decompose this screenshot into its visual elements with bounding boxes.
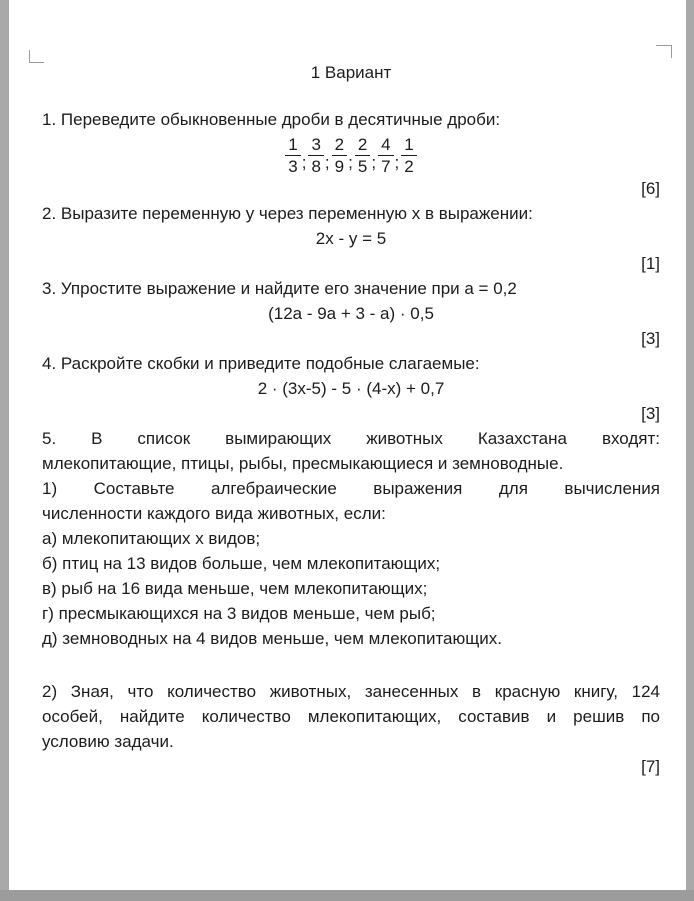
fraction-numerator: 2: [332, 135, 347, 156]
fraction-numerator: 1: [285, 135, 300, 156]
question-2-points: [1]: [641, 254, 660, 273]
fraction-separator: ;: [324, 152, 330, 172]
question-5-points: [7]: [641, 757, 660, 776]
fraction: [308, 135, 323, 176]
question-1-text: 1. Переведите обыкновенные дроби в десятичные дроби:: [42, 110, 501, 129]
fraction-denominator: 8: [311, 157, 321, 176]
question-5-part2-line: 2) Зная, что количество животных, занесенных в красную книгу, 124: [42, 682, 660, 701]
question-2-text: 2. Выразите переменную у через переменную х в выражении:: [42, 204, 533, 223]
fraction-numerator: 3: [308, 135, 323, 156]
fraction: [401, 135, 416, 176]
question-4-text: 4. Раскройте скобки и приведите подобные слагаемые:: [42, 354, 480, 373]
fraction-denominator: 9: [334, 157, 345, 176]
question-5-item: в) рыб на 16 вида меньше, чем млекопитающих;: [42, 579, 428, 598]
question-4-points: [3]: [641, 404, 660, 423]
question-3-expression: (12a - 9a + 3 - a) · 0,5: [268, 304, 434, 323]
question-3-points: [3]: [641, 329, 660, 348]
fraction-numerator: 4: [378, 135, 393, 156]
question-5-part2-line: условию задачи.: [42, 732, 174, 751]
fraction: [285, 135, 300, 176]
scan-edge-bottom: [0, 890, 694, 901]
fraction: [355, 135, 370, 176]
fraction-denominator: 5: [357, 157, 368, 176]
question-5-item: б) птиц на 13 видов больше, чем млекопитающих;: [42, 554, 441, 573]
fraction-numerator: 1: [401, 135, 416, 156]
question-5-part2-line: особей, найдите количество млекопитающих, составив и решив по: [42, 707, 660, 726]
fraction: [378, 135, 393, 176]
fraction-separator: ;: [348, 152, 353, 172]
question-5-item: а) млекопитающих х видов;: [42, 529, 261, 548]
question-5-part1-line: численности каждого вида животных, если:: [42, 504, 386, 523]
question-5-part1-line: 1) Составьте алгебраические выражения для вычисления: [42, 479, 660, 498]
worksheet-page: [42, 60, 660, 779]
fraction-numerator: 2: [355, 135, 370, 156]
question-5-item: д) земноводных на 4 видов меньше, чем млекопитающих.: [42, 629, 502, 648]
fraction-denominator: 2: [404, 157, 414, 176]
question-1-points: [6]: [641, 179, 660, 198]
scan-edge-left: [0, 0, 9, 901]
scan-edge-right: [686, 0, 694, 901]
page-title: 1 Вариант: [310, 63, 392, 82]
fraction: [332, 135, 347, 176]
question-5: [42, 426, 660, 779]
question-5-intro-line: млекопитающие, птицы, рыбы, пресмыкающиеся и земноводные.: [42, 454, 564, 473]
question-5-item: г) пресмыкающихся на 3 видов меньше, чем рыб;: [42, 604, 436, 623]
question-2-expression: 2x - y = 5: [315, 229, 387, 248]
question-5-intro-line: 5. В список вымирающих животных Казахстана входят:: [42, 429, 660, 448]
fraction-denominator: 7: [381, 157, 391, 176]
question-4-expression: 2 · (3x-5) - 5 · (4-x) + 0,7: [257, 379, 445, 398]
fraction-separator: ;: [301, 152, 307, 172]
fraction-separator: ;: [394, 152, 400, 172]
question-1-fractions: [42, 135, 660, 176]
question-3-text: 3. Упростите выражение и найдите его значение при а = 0,2: [42, 279, 517, 298]
fraction-separator: ;: [371, 152, 377, 172]
crop-mark-top-right: [656, 45, 672, 58]
fraction-denominator: 3: [288, 157, 298, 176]
